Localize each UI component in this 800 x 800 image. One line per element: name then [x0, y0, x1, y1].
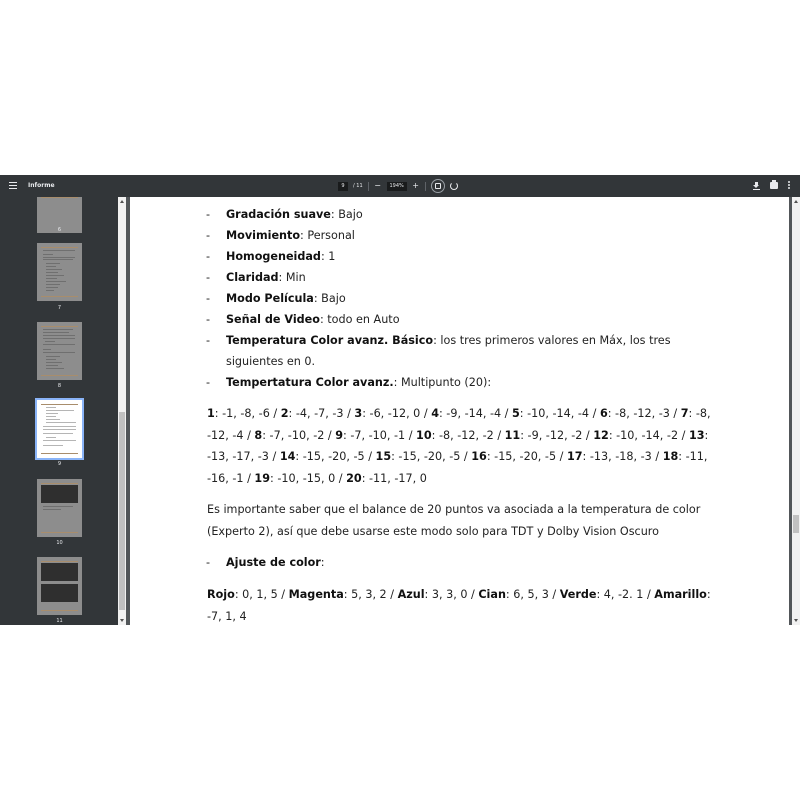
toolbar: [0, 175, 800, 197]
setting-value: : todo en Auto: [319, 313, 400, 326]
thumbnail-label: 9: [57, 461, 62, 467]
thumbnail-page-7[interactable]: [37, 243, 82, 301]
color-adjust-paragraph: Rojo: 0, 1, 5 / Magenta: 5, 3, 2 / Azul: 3, 3, 0 / Cian: 6, 5, 3 / Verde: 4, -2. 1 / Amarillo: -7, 1, 4: [207, 588, 711, 623]
list-item: - Señal de Video: todo en Auto: [206, 313, 400, 326]
scroll-up-arrow-icon[interactable]: [120, 200, 124, 203]
thumbnail-label: 7: [57, 305, 62, 311]
setting-value: : Multipunto (20):: [393, 376, 492, 389]
fit-page-button[interactable]: [431, 179, 445, 193]
list-item: - Modo Película: Bajo: [206, 292, 346, 305]
document-scroll-thumb[interactable]: [793, 515, 799, 533]
setting-label: Gradación suave: [226, 208, 331, 221]
list-item: - Claridad: Min: [206, 271, 306, 284]
setting-value: : Bajo: [330, 208, 363, 221]
scroll-down-arrow-icon[interactable]: [120, 619, 124, 622]
list-item: - Temperatura Color avanz. Básico: los tres primeros valores en Máx, los tres siguientes en 0.: [206, 334, 671, 368]
setting-label: Temperatura Color avanz. Básico: [226, 334, 434, 347]
page-number-input[interactable]: 9: [338, 182, 348, 191]
zoom-in-button[interactable]: +: [412, 181, 419, 190]
setting-label: Movimiento: [226, 229, 301, 242]
document-page: [130, 197, 790, 625]
thumbnail-label: 11: [56, 618, 63, 624]
scroll-down-arrow-icon[interactable]: [794, 619, 798, 622]
divider: [368, 182, 369, 191]
zoom-level-input[interactable]: 194%: [387, 182, 407, 191]
setting-value: : 1: [320, 250, 336, 263]
list-item: - Movimiento: Personal: [206, 229, 355, 242]
thumbnail-label: 6: [57, 227, 62, 233]
document-title: Informe: [28, 182, 55, 189]
thumbnail-page-10[interactable]: [37, 479, 82, 537]
thumbnail-page-8[interactable]: [37, 322, 82, 380]
thumbnail-page-11[interactable]: [37, 557, 82, 615]
setting-value: : los tres primeros valores en Máx, los tres: [433, 334, 671, 347]
sidebar-scrollbar[interactable]: [118, 197, 126, 625]
menu-icon[interactable]: [9, 182, 17, 190]
setting-label: Claridad: [226, 271, 279, 284]
thumbnail-label: 10: [56, 540, 63, 546]
rotate-icon[interactable]: [450, 182, 458, 190]
thumbnail-sidebar: [0, 197, 118, 625]
scroll-up-arrow-icon[interactable]: [794, 200, 798, 203]
toolbar-right: [753, 181, 790, 190]
more-options-icon[interactable]: [788, 181, 790, 190]
list-item: - Gradación suave: Bajo: [206, 208, 363, 221]
fit-page-icon: [435, 183, 441, 189]
page-total: / 11: [353, 183, 363, 189]
setting-value: : Min: [278, 271, 306, 284]
setting-label: Tempertatura Color avanz.: [226, 376, 394, 389]
multipoint-values-paragraph: 1: -1, -8, -6 / 2: -4, -7, -3 / 3: -6, -12, 0 / 4: -9, -14, -4 / 5: -10, -14, -4 / 6: -8, -12, -3 / 7: -8, -12, -4 / 8: -7, -10, -2 / 9: -7, -10, -1 / 10: -8, -12, -2 / 11: -9, -12, -2 / 12: -10, -14, -2 / 13: -13, -17, -3 / 14: -15, -20, -5 / 15: -15, -20, -5 / 16: -15, -20, -5 / 17: -13, -18, -3 / 18: -11, -16, -1 / 19: -10, -15, 0 / 20: -11, -17, 0: [207, 407, 711, 485]
list-item: - Ajuste de color:: [206, 556, 325, 569]
note-paragraph: Es importante saber que el balance de 20 puntos va asociada a la temperatura de color (Experto 2), así que debe usarse este modo solo para TDT y Dolby Vision Oscuro: [207, 503, 701, 538]
setting-label: Modo Película: [226, 292, 314, 305]
list-item: - Tempertatura Color avanz.: Multipunto (20):: [206, 376, 492, 389]
thumbnail-page-9[interactable]: [37, 400, 82, 458]
setting-value: : Bajo: [313, 292, 346, 305]
toolbar-center: [338, 180, 458, 192]
thumbnail-label: 8: [57, 383, 62, 389]
section-label: Ajuste de color: [226, 556, 321, 569]
download-icon[interactable]: [753, 182, 760, 190]
sidebar-scroll-thumb[interactable]: [119, 412, 125, 610]
document-scrollbar[interactable]: [792, 197, 800, 625]
print-icon[interactable]: [770, 182, 778, 189]
setting-label: Señal de Video: [226, 313, 320, 326]
list-item: - Homogeneidad: 1: [206, 250, 336, 263]
pdf-viewer: [0, 175, 800, 625]
setting-value: : Personal: [300, 229, 355, 242]
setting-value-continued: siguientes en 0.: [226, 355, 316, 368]
divider: [425, 182, 426, 191]
setting-label: Homogeneidad: [226, 250, 321, 263]
zoom-out-button[interactable]: −: [374, 181, 381, 190]
